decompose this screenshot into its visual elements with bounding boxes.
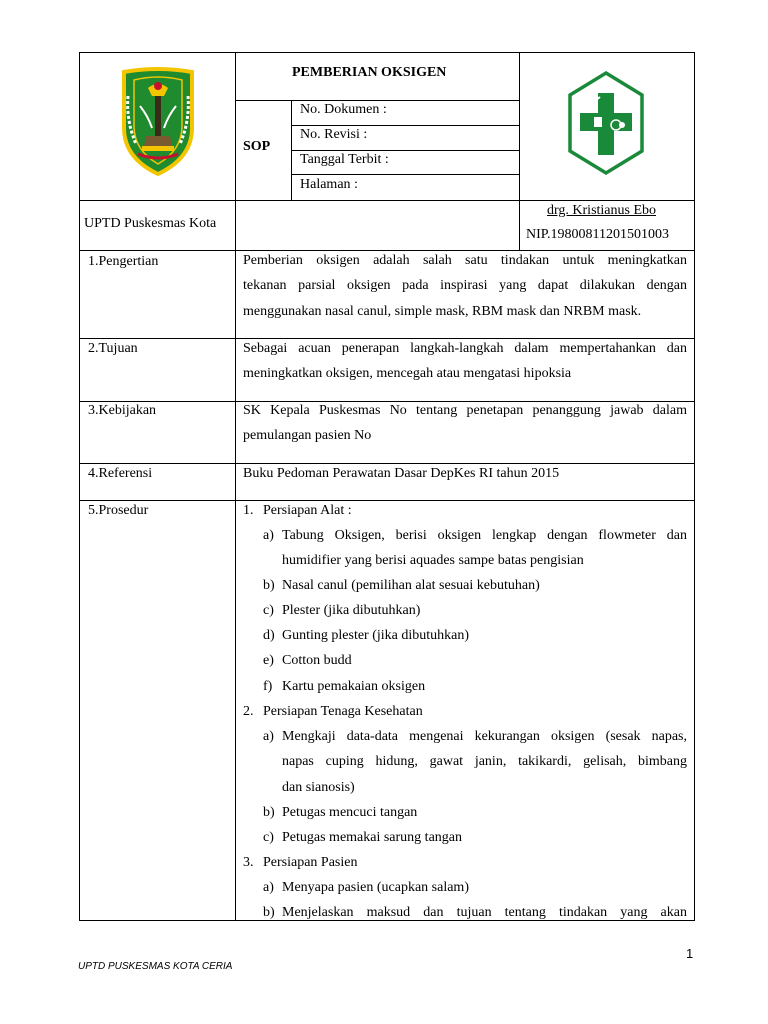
header-line-bottom — [79, 200, 695, 201]
item-letter: b) — [263, 805, 275, 820]
section-text-kebijakan — [243, 398, 687, 449]
text-line: humidifier yang berisi aquades sampe batas pengisian — [282, 553, 584, 569]
section-text-pengertian — [243, 248, 687, 324]
header-line-3 — [291, 174, 520, 175]
signer-nip: NIP.19800811201501003 — [526, 227, 669, 242]
section-label-tujuan: 2.Tujuan — [88, 341, 138, 356]
header-line-2 — [291, 150, 520, 151]
list-item: Plester (jika dibutuhkan) — [282, 603, 421, 618]
step-title-persiapan-alat: Persiapan Alat : — [263, 503, 352, 518]
text-line: tekanan parsial oksigen pada inspirasi yang dapat dilakukan dengan — [243, 278, 687, 294]
item-letter: a) — [263, 729, 274, 744]
section-label-referensi: 4.Referensi — [88, 466, 153, 481]
text-line: SK Kepala Puskesmas No tentang penetapan penanggung jawab dalam — [243, 403, 687, 418]
item-letter: c) — [263, 603, 274, 618]
row-separator-4 — [79, 500, 695, 501]
section-text-tujuan — [243, 336, 687, 387]
list-item: Petugas mencuci tangan — [282, 805, 418, 820]
document-title: PEMBERIAN OKSIGEN — [292, 65, 447, 80]
footer-org: UPTD PUSKESMAS KOTA CERIA — [78, 961, 233, 972]
text-line: Menjelaskan maksud dan tujuan tentang tindakan yang akan — [282, 905, 687, 920]
table-border-right — [694, 52, 695, 921]
item-letter: f) — [263, 679, 273, 694]
list-item: Petugas memakai sarung tangan — [282, 830, 463, 845]
step-title-persiapan-pasien: Persiapan Pasien — [263, 855, 358, 870]
text-line: meningkatkan oksigen, mencegah atau mengatasi hipoksia — [243, 366, 572, 382]
header-line-1 — [291, 125, 520, 126]
item-letter: a) — [263, 528, 274, 543]
header-divider-1 — [235, 52, 236, 200]
item-letter: e) — [263, 653, 274, 668]
text-line: Pemberian oksigen adalah salah satu tindakan untuk meningkatkan — [243, 253, 687, 268]
step-title-persiapan-tenaga: Persiapan Tenaga Kesehatan — [263, 704, 423, 719]
field-no-dokumen: No. Dokumen : — [300, 102, 387, 117]
header-divider-2 — [519, 52, 520, 200]
list-item: Cotton budd — [282, 653, 352, 668]
table-border-top — [79, 52, 695, 53]
item-letter: b) — [263, 905, 275, 920]
list-item: Kartu pemakaian oksigen — [282, 679, 426, 694]
section-text-referensi: Buku Pedoman Perawatan Dasar DepKes RI tahun 2015 — [243, 466, 560, 481]
step-number: 3. — [243, 855, 254, 870]
text-line: menggunakan nasal canul, simple mask, RBM mask dan NRBM mask. — [243, 303, 642, 319]
field-no-revisi: No. Revisi : — [300, 127, 368, 142]
list-item: Nasal canul (pemilihan alat sesuai kebutuhan) — [282, 578, 540, 593]
table-border-left — [79, 52, 80, 921]
text-line: dan sianosis) — [282, 779, 355, 795]
list-item: Gunting plester (jika dibutuhkan) — [282, 628, 470, 643]
regional-emblem-logo — [118, 66, 198, 176]
text-line: pemulangan pasien No — [243, 428, 372, 444]
field-halaman: Halaman : — [300, 177, 358, 192]
list-item — [282, 900, 687, 925]
sop-label: SOP — [243, 139, 271, 154]
text-line: napas cuping hidung, gawat janin, takikardi, gelisah, bimbang — [282, 754, 687, 770]
signer-name: drg. Kristianus Ebo — [547, 203, 657, 218]
text-line: Mengkaji data-data mengenai kekurangan oksigen (sesak napas, — [282, 729, 687, 744]
page-number: 1 — [686, 946, 694, 961]
org-divider-1 — [235, 200, 236, 250]
item-letter: b) — [263, 578, 275, 593]
field-tanggal-terbit: Tanggal Terbit : — [300, 152, 389, 167]
step-number: 2. — [243, 704, 254, 719]
row-separator-3 — [79, 463, 695, 464]
org-name: UPTD Puskesmas Kota — [84, 216, 217, 231]
list-item — [282, 523, 687, 574]
org-divider-2 — [519, 200, 520, 250]
body-column-divider — [235, 250, 236, 921]
puskesmas-logo — [566, 69, 646, 177]
text-line: Sebagai acuan penerapan langkah-langkah dalam mempertahankan dan — [243, 341, 687, 356]
section-label-kebijakan: 3.Kebijakan — [88, 403, 157, 418]
step-number: 1. — [243, 503, 254, 518]
section-label-pengertian: 1.Pengertian — [88, 254, 159, 269]
item-letter: d) — [263, 628, 275, 643]
header-line-title — [235, 100, 520, 101]
list-item — [282, 724, 687, 800]
section-label-prosedur: 5.Prosedur — [88, 503, 149, 518]
item-letter: c) — [263, 830, 274, 845]
text-line: Tabung Oksigen, berisi oksigen lengkap dengan flowmeter dan — [282, 528, 687, 543]
item-letter: a) — [263, 880, 274, 895]
list-item: Menyapa pasien (ucapkan salam) — [282, 880, 469, 895]
